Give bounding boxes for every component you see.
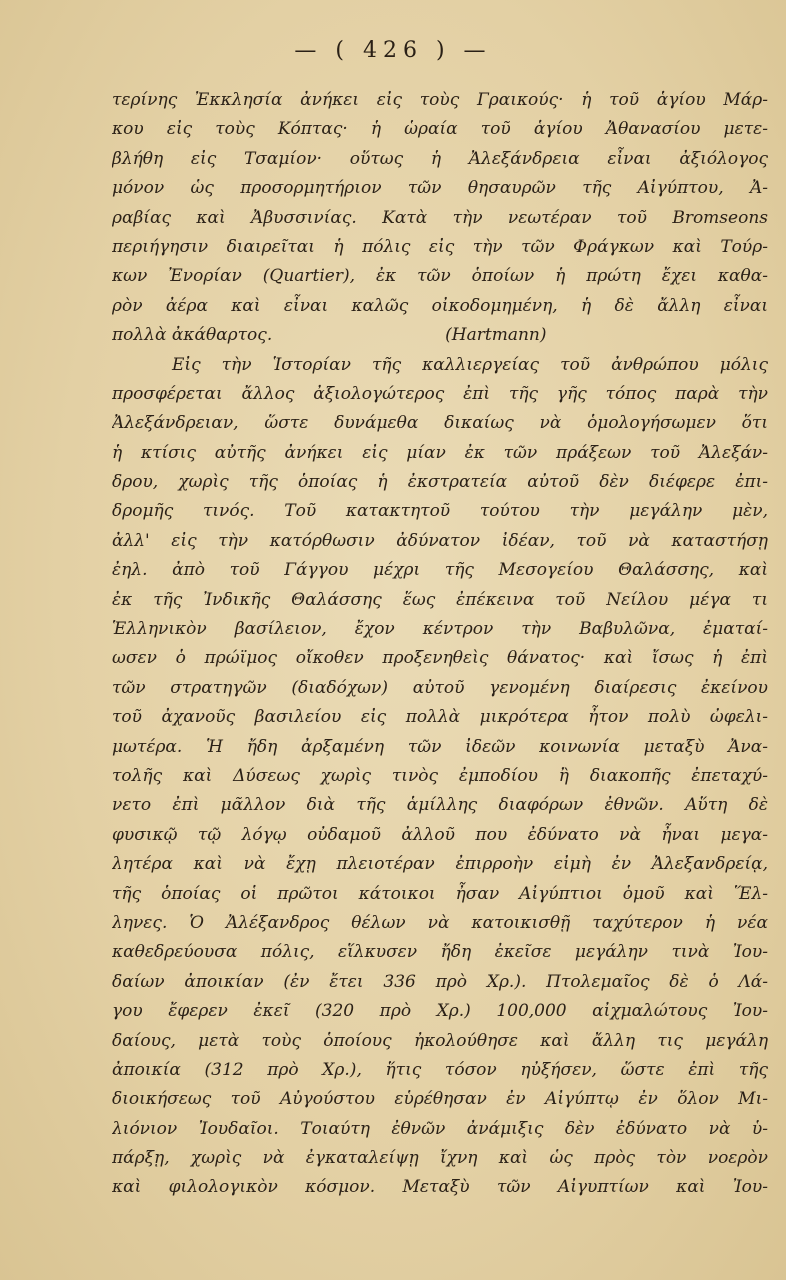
text-line: τῶν στρατηγῶν (διαδόχων) αὐτοῦ γενομένη διαίρεσις ἐκείνου [112,677,768,698]
text-line: διοικήσεως τοῦ Αὐγούστου εὑρέθησαν ἐν Αἰγύπτῳ ἐν ὅλον Μι- [112,1089,768,1110]
text-line: γου ἔφερεν ἐκεῖ (320 πρὸ Χρ.) 100,000 αἰχμαλώτους Ἰου- [112,1001,768,1022]
text-line: Ἀλεξάνδρειαν, ὥστε δυνάμεθα δικαίως νὰ ὁμολογήσωμεν ὅτι [112,413,768,434]
text-line: Ἑλληνικὸν βασίλειον, ἔχον κέντρον τὴν Βαβυλῶνα, ἐματαί- [112,619,768,640]
text-line: πάρξῃ, χωρὶς νὰ ἐγκαταλείψῃ ἴχνη καὶ ὡς πρὸς τὸν νοερὸν [112,1148,768,1169]
text-line: τερίνης Ἐκκλησία ἀνήκει εἰς τοὺς Γραικούς· ἡ τοῦ ἁγίου Μάρ- [112,90,768,110]
text-line: περιήγησιν διαιρεῖται ἡ πόλις εἰς τὴν τῶν Φράγκων καὶ Τούρ- [112,236,768,257]
text-line: καθεδρεύουσα πόλις, εἵλκυσεν ἤδη ἐκεῖσε μεγάλην τινὰ Ἰου- [112,942,768,963]
text-line: δρομῆς τινός. Τοῦ κατακτητοῦ τούτου τὴν μεγάλην μὲν, [112,501,768,522]
text-line: λητέρα καὶ νὰ ἔχῃ πλειοτέραν ἐπιρροὴν εἰμὴ ἐν Ἀλεξανδρείᾳ, [112,854,768,875]
text-line: κου εἰς τοὺς Κόπτας· ἡ ὡραία τοῦ ἁγίου Ἀθανασίου μετε- [112,119,768,140]
text-line: κων Ἐνορίαν (Quartier), ἐκ τῶν ὁποίων ἡ πρώτη ἔχει καθα- [112,266,768,287]
text-line: τῆς ὁποίας οἱ πρῶτοι κάτοικοι ἦσαν Αἰγύπτιοι ὁμοῦ καὶ Ἕλ- [112,883,768,904]
text-line: δαίους, μετὰ τοὺς ὁποίους ἠκολούθησε καὶ ἄλλη τις μεγάλη [112,1030,768,1051]
text-line: φυσικῷ τῷ λόγῳ οὐδαμοῦ ἀλλοῦ που ἐδύνατο νὰ ἦναι μεγα- [112,824,768,845]
text-line: ληνες. Ὁ Ἀλέξανδρος θέλων νὰ κατοικισθῇ ταχύτερον ἡ νέα [112,912,768,933]
text-line: τοῦ ἀχανοῦς βασιλείου εἰς πολλὰ μικρότερα ἦτον πολὺ ὠφελι- [112,707,768,728]
text-line: νετο ἐπὶ μᾶλλον διὰ τῆς ἁμίλλης διαφόρων ἐθνῶν. Αὕτη δὲ [112,795,768,816]
text-line: ἡ κτίσις αὐτῆς ἀνήκει εἰς μίαν ἐκ τῶν πράξεων τοῦ Ἀλεξάν- [112,442,768,463]
page-number: — ( 426 ) — [294,38,492,63]
text-line: ἐκ τῆς Ἰνδικῆς Θαλάσσης ἕως ἐπέκεινα τοῦ Νείλου μέγα τι [112,589,768,610]
text-line: προσφέρεται ἄλλος ἀξιολογώτερος ἐπὶ τῆς γῆς τόπος παρὰ τὴν [112,383,768,404]
text-line: λιόνιον Ἰουδαῖοι. Τοιαύτη ἐθνῶν ἀνάμιξις δὲν ἐδύνατο νὰ ὑ- [112,1118,768,1139]
text-line: ἀποικία (312 πρὸ Χρ.), ἥτις τόσον ηὐξήσεν, ὥστε ἐπὶ τῆς [112,1059,768,1080]
text-line: τολῆς καὶ Δύσεως χωρὶς τινὸς ἐμποδίου ἢ διακοπῆς ἐπεταχύ- [112,765,768,786]
text-line: δαίων ἀποικίαν (ἐν ἔτει 336 πρὸ Χρ.). Πτολεμαῖος δὲ ὁ Λά- [112,971,768,992]
text-line: ραβίας καὶ Ἀβυσσινίας. Κατὰ τὴν νεωτέραν τοῦ Bromseons [112,207,768,228]
text-line-source: πολλὰ ἀκάθαρτος. (Hartmann) [112,325,547,346]
text-line: μόνον ὡς προσορμητήριον τῶν θησαυρῶν τῆς Αἰγύπτου, Ἀ- [112,178,768,199]
text-line: δρου, χωρὶς τῆς ὁποίας ἡ ἐκστρατεία αὐτοῦ δὲν διέφερε ἐπι- [112,472,768,493]
body-text [112,86,768,1203]
text-line: ωσεν ὁ πρώϊμος οἴκοθεν προξενηθεὶς θάνατος· καὶ ἴσως ἡ ἐπὶ [112,648,768,669]
text-line: μωτέρα. Ἡ ἤδη ἀρξαμένη τῶν ἰδεῶν κοινωνία μεταξὺ Ἀνα- [112,736,768,757]
text-line: βλήθη εἰς Τσαμίον· οὕτως ἡ Ἀλεξάνδρεια εἶναι ἀξιόλογος [112,148,768,169]
text-line: καὶ φιλολογικὸν κόσμον. Μεταξὺ τῶν Αἰγυπτίων καὶ Ἰου- [112,1177,768,1198]
text-line: ἀλλ' εἰς τὴν κατόρθωσιν ἀδύνατον ἰδέαν, τοῦ νὰ καταστήσῃ [112,530,768,551]
text-line: ρὸν ἀέρα καὶ εἶναι καλῶς οἰκοδομημένη, ἡ δὲ ἄλλη εἶναι [112,295,768,316]
paragraph-start: Εἰς τὴν Ἱστορίαν τῆς καλλιεργείας τοῦ ἀνθρώπου μόλις [172,354,768,375]
text-line: ἐηλ. ἀπὸ τοῦ Γάγγου μέχρι τῆς Μεσογείου Θαλάσσης, καὶ [112,560,768,581]
